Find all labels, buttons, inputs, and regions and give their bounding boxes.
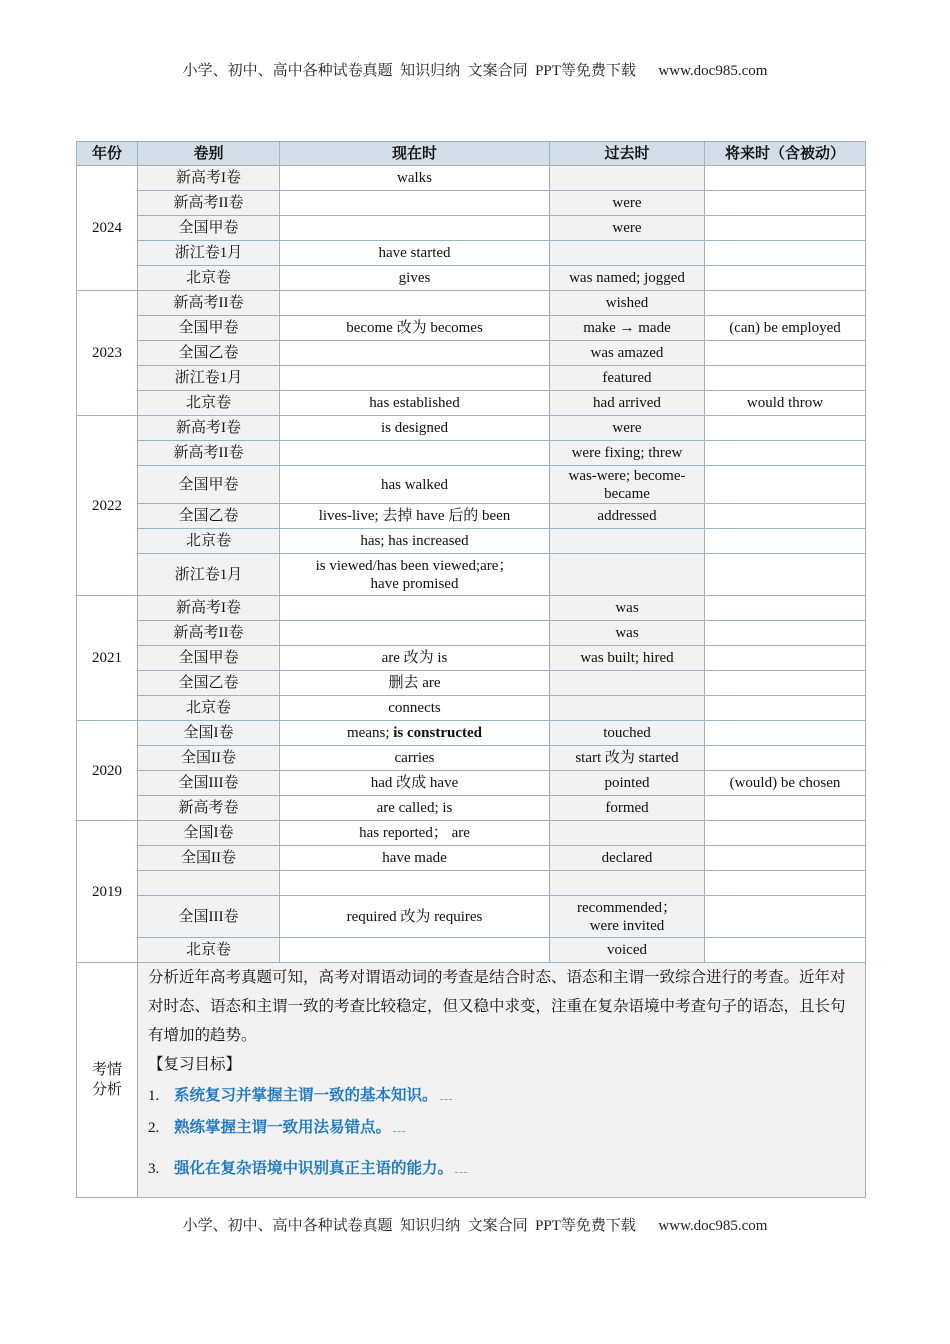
past-cell — [550, 554, 705, 596]
present-cell: has walked — [280, 466, 550, 504]
past-cell — [550, 896, 705, 938]
paper-cell: 全国III卷 — [138, 896, 280, 938]
paper-cell: 北京卷 — [138, 266, 280, 291]
present-cell — [280, 871, 550, 896]
header-past: 过去时 — [550, 142, 705, 166]
goal-number: 3. — [148, 1161, 160, 1177]
paper-cell: 新高考II卷 — [138, 191, 280, 216]
future-cell: (would) be chosen — [705, 771, 866, 796]
future-cell — [705, 796, 866, 821]
past-cell: was built; hired — [550, 646, 705, 671]
paper-cell: 全国III卷 — [138, 771, 280, 796]
paper-cell: 新高考卷 — [138, 796, 280, 821]
table-row — [77, 938, 866, 963]
table-row — [77, 191, 866, 216]
present-cell: has reported； are — [280, 821, 550, 846]
future-cell — [705, 466, 866, 504]
past-line-1: recommended； — [577, 899, 677, 916]
table-row — [77, 241, 866, 266]
table-row — [77, 529, 866, 554]
table-row — [77, 266, 866, 291]
past-cell: voiced — [550, 938, 705, 963]
table-row — [77, 391, 866, 416]
present-cell — [280, 216, 550, 241]
present-cell: lives-live; 去掉 have 后的 been — [280, 504, 550, 529]
paper-cell: 浙江卷1月 — [138, 366, 280, 391]
analysis-row — [77, 963, 866, 1198]
future-cell — [705, 191, 866, 216]
paper-cell: 浙江卷1月 — [138, 241, 280, 266]
paper-cell: 全国甲卷 — [138, 216, 280, 241]
past-line-2: were invited — [589, 917, 665, 934]
goals-title: 【复习目标】 — [148, 1056, 242, 1073]
present-cell: has; has increased — [280, 529, 550, 554]
future-cell — [705, 241, 866, 266]
present-cell: connects — [280, 696, 550, 721]
paper-cell: 新高考I卷 — [138, 166, 280, 191]
header-paper: 卷别 — [138, 142, 280, 166]
paper-cell: 全国乙卷 — [138, 504, 280, 529]
present-cell: 删去 are — [280, 671, 550, 696]
future-cell — [705, 504, 866, 529]
table-row — [77, 671, 866, 696]
goal-item — [148, 1081, 857, 1111]
year-cell: 2022 — [77, 416, 138, 596]
header-future: 将来时（含被动） — [705, 142, 866, 166]
present-cell: walks — [280, 166, 550, 191]
goal-text: 强化在复杂语境中识别真正主语的能力。 — [174, 1160, 454, 1177]
past-cell — [550, 671, 705, 696]
table-row — [77, 504, 866, 529]
goal-number: 2. — [148, 1120, 160, 1136]
present-cell — [280, 596, 550, 621]
table-row — [77, 366, 866, 391]
year-cell: 2023 — [77, 291, 138, 416]
present-cell: have started — [280, 241, 550, 266]
analysis-label-line-1: 考情 — [91, 1062, 122, 1078]
past-cell: was — [550, 596, 705, 621]
past-cell: declared — [550, 846, 705, 871]
past-cell: make → made — [550, 316, 705, 341]
table-row — [77, 821, 866, 846]
goal-text: 系统复习并掌握主谓一致的基本知识。 — [174, 1087, 438, 1104]
future-cell — [705, 291, 866, 316]
future-cell — [705, 896, 866, 938]
past-cell: start 改为 started — [550, 746, 705, 771]
future-cell — [705, 596, 866, 621]
past-cell — [550, 241, 705, 266]
table-row — [77, 846, 866, 871]
future-cell — [705, 621, 866, 646]
table-row — [77, 871, 866, 896]
past-cell: featured — [550, 366, 705, 391]
present-cell: are 改为 is — [280, 646, 550, 671]
paper-cell: 新高考I卷 — [138, 596, 280, 621]
table-row — [77, 896, 866, 938]
future-cell — [705, 746, 866, 771]
analysis-label-cell — [77, 963, 138, 1198]
present-cell — [280, 721, 550, 746]
past-cell — [550, 821, 705, 846]
future-cell — [705, 529, 866, 554]
table-row — [77, 646, 866, 671]
past-cell — [550, 466, 705, 504]
past-cell: had arrived — [550, 391, 705, 416]
present-cell: required 改为 requires — [280, 896, 550, 938]
past-cell: was — [550, 621, 705, 646]
present-cell — [280, 341, 550, 366]
page-footer-banner: 小学、初中、高中各种试卷真题 知识归纳 文案合同 PPT等免费下载 www.doc985.com — [182, 1218, 768, 1234]
paper-cell — [138, 871, 280, 896]
past-cell: addressed — [550, 504, 705, 529]
past-cell: wished — [550, 291, 705, 316]
table-row — [77, 796, 866, 821]
present-cell — [280, 366, 550, 391]
table-row — [77, 621, 866, 646]
paper-cell: 浙江卷1月 — [138, 554, 280, 596]
present-cell — [280, 191, 550, 216]
paper-cell: 新高考II卷 — [138, 441, 280, 466]
paper-cell: 新高考II卷 — [138, 291, 280, 316]
present-line-1: is viewed/has been viewed;are； — [315, 557, 514, 574]
spellcheck-underline-mark — [440, 1093, 452, 1100]
page-header-banner: 小学、初中、高中各种试卷真题 知识归纳 文案合同 PPT等免费下载 www.doc985.com — [182, 63, 768, 79]
year-cell: 2019 — [77, 821, 138, 963]
present-bold-text: is constructed — [393, 725, 482, 741]
present-cell — [280, 621, 550, 646]
past-cell: were — [550, 216, 705, 241]
paper-cell: 北京卷 — [138, 696, 280, 721]
future-cell — [705, 846, 866, 871]
present-cell: is designed — [280, 416, 550, 441]
present-cell: gives — [280, 266, 550, 291]
table-row — [77, 771, 866, 796]
paper-cell: 全国II卷 — [138, 746, 280, 771]
paper-cell: 全国甲卷 — [138, 466, 280, 504]
past-cell: was named; jogged — [550, 266, 705, 291]
present-cell — [280, 938, 550, 963]
present-cell: are called; is — [280, 796, 550, 821]
grammar-exam-table — [76, 141, 866, 1198]
paper-cell: 全国乙卷 — [138, 341, 280, 366]
paper-cell: 全国I卷 — [138, 721, 280, 746]
paper-cell: 全国甲卷 — [138, 316, 280, 341]
paper-cell: 北京卷 — [138, 391, 280, 416]
table-row — [77, 721, 866, 746]
future-cell — [705, 938, 866, 963]
future-cell — [705, 821, 866, 846]
present-cell — [280, 291, 550, 316]
present-plain-text: means; — [347, 725, 394, 741]
past-cell — [550, 696, 705, 721]
goal-item — [148, 1113, 857, 1143]
future-cell — [705, 871, 866, 896]
present-cell: have made — [280, 846, 550, 871]
present-cell: become 改为 becomes — [280, 316, 550, 341]
paper-cell: 全国乙卷 — [138, 671, 280, 696]
paper-cell: 北京卷 — [138, 529, 280, 554]
past-cell — [550, 871, 705, 896]
future-cell — [705, 671, 866, 696]
year-cell: 2020 — [77, 721, 138, 821]
past-cell: were fixing; threw — [550, 441, 705, 466]
past-line-1: was-were; become- — [568, 467, 686, 484]
year-cell: 2021 — [77, 596, 138, 721]
future-cell — [705, 721, 866, 746]
future-cell — [705, 646, 866, 671]
table-row — [77, 166, 866, 191]
table-row — [77, 216, 866, 241]
table-row — [77, 466, 866, 504]
future-cell — [705, 441, 866, 466]
past-cell: formed — [550, 796, 705, 821]
past-cell: were — [550, 416, 705, 441]
table-row — [77, 316, 866, 341]
paper-cell: 新高考I卷 — [138, 416, 280, 441]
goal-item — [148, 1154, 857, 1184]
future-cell — [705, 366, 866, 391]
future-cell — [705, 416, 866, 441]
past-cell: was amazed — [550, 341, 705, 366]
future-cell — [705, 341, 866, 366]
future-cell — [705, 166, 866, 191]
paper-cell: 全国II卷 — [138, 846, 280, 871]
paper-cell: 北京卷 — [138, 938, 280, 963]
goal-number: 1. — [148, 1088, 160, 1104]
table-row — [77, 596, 866, 621]
past-line-2: became — [604, 485, 650, 502]
past-cell: were — [550, 191, 705, 216]
present-cell: had 改成 have — [280, 771, 550, 796]
present-cell — [280, 441, 550, 466]
future-cell — [705, 696, 866, 721]
spellcheck-underline-mark — [455, 1166, 467, 1173]
future-cell — [705, 266, 866, 291]
present-cell — [280, 554, 550, 596]
table-row — [77, 416, 866, 441]
future-cell — [705, 554, 866, 596]
paper-cell: 新高考II卷 — [138, 621, 280, 646]
future-cell: would throw — [705, 391, 866, 416]
table-row — [77, 746, 866, 771]
paper-cell: 全国I卷 — [138, 821, 280, 846]
table-row — [77, 341, 866, 366]
present-cell: carries — [280, 746, 550, 771]
past-cell — [550, 529, 705, 554]
table-row — [77, 554, 866, 596]
present-cell: has established — [280, 391, 550, 416]
paper-cell: 全国甲卷 — [138, 646, 280, 671]
analysis-label-line-2: 分析 — [91, 1082, 122, 1098]
table-row — [77, 441, 866, 466]
future-cell: (can) be employed — [705, 316, 866, 341]
table-row — [77, 291, 866, 316]
header-present: 现在时 — [280, 142, 550, 166]
analysis-paragraph: 分析近年高考真题可知，高考对谓语动词的考查是结合时态、语态和主谓一致综合进行的考查。近年对对时态、语态和主谓一致的考查比较稳定，但又稳中求变，注重在复杂语境中考查句子的语态，且长句有增加的趋势。 — [148, 969, 846, 1044]
future-cell — [705, 216, 866, 241]
analysis-content-cell — [138, 963, 866, 1198]
table-row — [77, 696, 866, 721]
table-header-row — [77, 142, 866, 166]
spellcheck-underline-mark — [393, 1125, 405, 1132]
present-line-2: have promised — [370, 575, 459, 592]
past-cell: pointed — [550, 771, 705, 796]
goal-text: 熟练掌握主谓一致用法易错点。 — [174, 1119, 392, 1136]
year-cell: 2024 — [77, 166, 138, 291]
past-cell: touched — [550, 721, 705, 746]
header-year: 年份 — [77, 142, 138, 166]
past-cell — [550, 166, 705, 191]
